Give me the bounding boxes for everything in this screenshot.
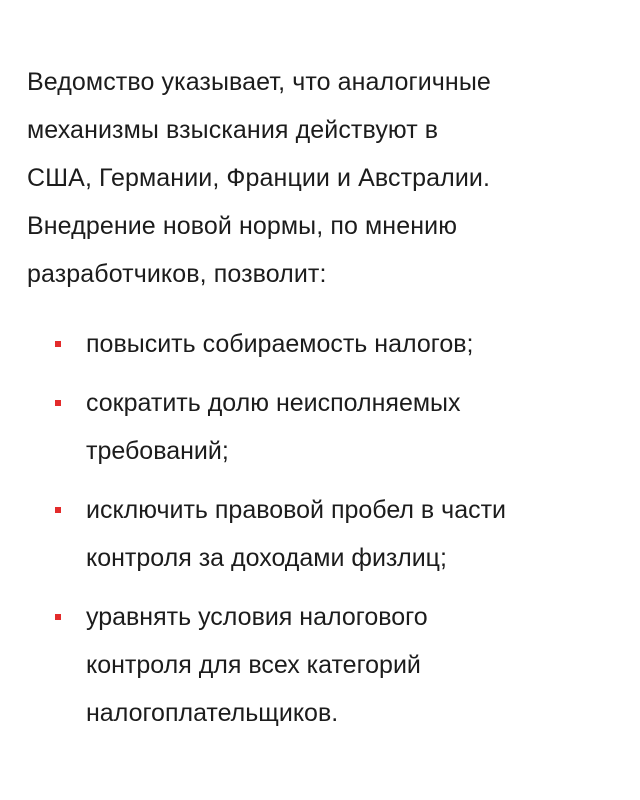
bullet-list xyxy=(27,320,617,737)
paragraph-line: разработчиков, позволит: xyxy=(27,260,327,288)
bullet-marker-icon xyxy=(55,341,61,347)
list-item-text: сократить долю неисполняемых xyxy=(86,389,461,417)
list-item-text: повысить собираемость налогов; xyxy=(86,330,474,358)
list-item-text: налогоплательщиков. xyxy=(86,699,339,727)
paragraph-line: Внедрение новой нормы, по мнению xyxy=(27,212,458,240)
list-item xyxy=(27,379,617,475)
bullet-marker-icon xyxy=(55,507,61,513)
list-item-text: требований; xyxy=(86,437,229,465)
list-item-text: исключить правовой пробел в части xyxy=(86,496,507,524)
paragraph-line: США, Германии, Франции и Австралии. xyxy=(27,164,491,192)
intro-paragraph xyxy=(27,58,617,298)
paragraph-line: механизмы взыскания действуют в xyxy=(27,116,439,144)
list-item-text: контроля за доходами физлиц; xyxy=(86,544,447,572)
bullet-marker-icon xyxy=(55,400,61,406)
list-item xyxy=(27,320,617,368)
list-item xyxy=(27,593,617,737)
list-item xyxy=(27,486,617,582)
list-item-text: контроля для всех категорий xyxy=(86,651,421,679)
bullet-marker-icon xyxy=(55,614,61,620)
paragraph-line: Ведомство указывает, что аналогичные xyxy=(27,68,491,96)
article-body xyxy=(27,58,617,748)
list-item-text: уравнять условия налогового xyxy=(86,603,428,631)
